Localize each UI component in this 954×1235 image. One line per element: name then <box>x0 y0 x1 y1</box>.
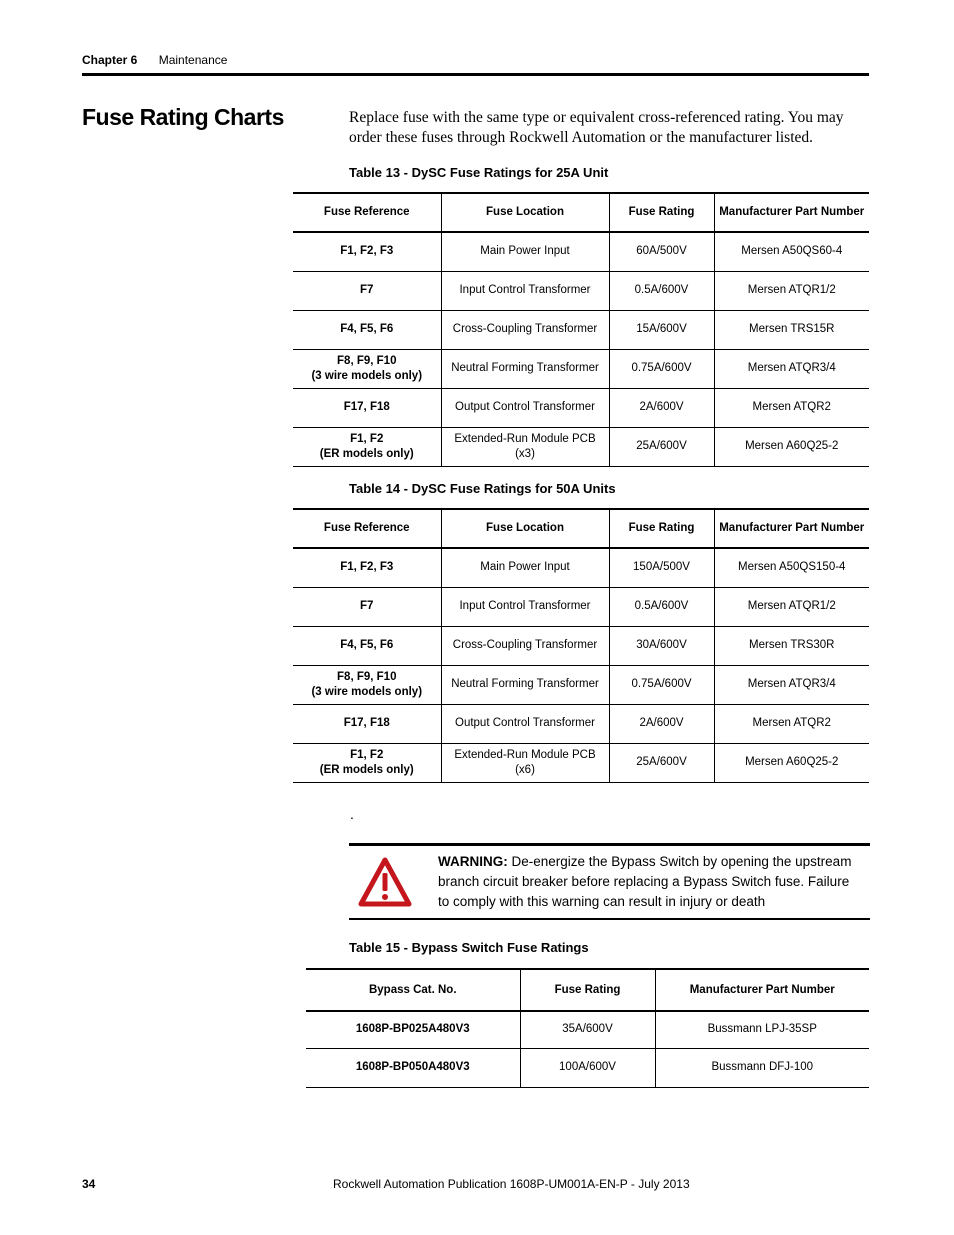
part-number-cell: Mersen A50QS150-4 <box>714 548 869 587</box>
fuse-rating-cell: 150A/500V <box>609 548 714 587</box>
table13-header-row <box>293 193 869 232</box>
fuse-reference-cell: F1, F2 (ER models only) <box>293 743 441 782</box>
table15-caption: Table 15 - Bypass Switch Fuse Ratings <box>349 940 589 955</box>
table-row <box>293 349 869 388</box>
intro-paragraph: Replace fuse with the same type or equivalent cross-referenced rating. You may order these fuses through Rockwell Automation or the manufacturer listed. <box>349 109 844 146</box>
table13-header-fuse-rating: Fuse Rating <box>609 193 714 232</box>
fuse-rating-cell: 0.75A/600V <box>609 349 714 388</box>
part-number-cell: Mersen ATQR3/4 <box>714 349 869 388</box>
fuse-rating-cell: 100A/600V <box>520 1048 655 1087</box>
fuse-reference-cell: F7 <box>293 271 441 310</box>
fuse-rating-cell: 30A/600V <box>609 626 714 665</box>
fuse-rating-cell: 2A/600V <box>609 704 714 743</box>
table14-caption: Table 14 - DySC Fuse Ratings for 50A Units <box>349 481 616 496</box>
table15-header-row <box>306 969 869 1011</box>
table-row <box>293 626 869 665</box>
fuse-reference-cell: F7 <box>293 587 441 626</box>
table14-header-fuse-rating: Fuse Rating <box>609 509 714 548</box>
fuse-location-cell: Output Control Transformer <box>441 388 609 427</box>
part-number-cell: Bussmann LPJ-35SP <box>655 1011 869 1048</box>
fuse-rating-cell: 35A/600V <box>520 1011 655 1048</box>
running-header <box>82 53 227 67</box>
part-number-cell: Mersen ATQR2 <box>714 704 869 743</box>
table14-header-fuse-reference: Fuse Reference <box>293 509 441 548</box>
header-rule <box>82 73 869 76</box>
warning-triangle-icon <box>357 856 413 908</box>
table-row <box>306 1048 869 1087</box>
fuse-reference-cell: F17, F18 <box>293 388 441 427</box>
fuse-reference-cell: F1, F2 (ER models only) <box>293 427 441 466</box>
table15-header-part-number: Manufacturer Part Number <box>655 969 869 1011</box>
fuse-location-cell: Cross-Coupling Transformer <box>441 626 609 665</box>
fuse-location-cell: Input Control Transformer <box>441 271 609 310</box>
fuse-location-cell: Neutral Forming Transformer <box>441 349 609 388</box>
fuse-location-cell: Extended-Run Module PCB (x3) <box>441 427 609 466</box>
cat-no-cell: 1608P-BP025A480V3 <box>306 1011 520 1048</box>
fuse-reference-cell: F4, F5, F6 <box>293 310 441 349</box>
table14-header-fuse-location: Fuse Location <box>441 509 609 548</box>
table-row <box>293 427 869 466</box>
fuse-location-cell: Cross-Coupling Transformer <box>441 310 609 349</box>
table15-header-fuse-rating: Fuse Rating <box>520 969 655 1011</box>
fuse-rating-cell: 25A/600V <box>609 427 714 466</box>
page-number: 34 <box>82 1177 96 1191</box>
fuse-location-cell: Main Power Input <box>441 232 609 271</box>
part-number-cell: Mersen ATQR2 <box>714 388 869 427</box>
fuse-location-cell: Neutral Forming Transformer <box>441 665 609 704</box>
fuse-reference-cell: F8, F9, F10 (3 wire models only) <box>293 665 441 704</box>
warning-label: WARNING: <box>438 854 508 869</box>
table-row <box>293 271 869 310</box>
publication-footer: Rockwell Automation Publication 1608P-UM001A-EN-P - July 2013 <box>333 1177 690 1191</box>
cat-no-cell: 1608P-BP050A480V3 <box>306 1048 520 1087</box>
fuse-rating-cell: 60A/500V <box>609 232 714 271</box>
table-row <box>293 310 869 349</box>
warning-text <box>438 852 863 912</box>
table13-caption: Table 13 - DySC Fuse Ratings for 25A Unit <box>349 165 609 180</box>
table14 <box>293 508 869 783</box>
table15 <box>306 968 869 1088</box>
table-row <box>293 665 869 704</box>
part-number-cell: Mersen A60Q25-2 <box>714 427 869 466</box>
table13-header-part-number: Manufacturer Part Number <box>714 193 869 232</box>
fuse-rating-cell: 25A/600V <box>609 743 714 782</box>
part-number-cell: Mersen TRS30R <box>714 626 869 665</box>
table14-header-row <box>293 509 869 548</box>
fuse-rating-cell: 0.5A/600V <box>609 587 714 626</box>
table14-header-part-number: Manufacturer Part Number <box>714 509 869 548</box>
section-label: Maintenance <box>158 53 228 67</box>
part-number-cell: Bussmann DFJ-100 <box>655 1048 869 1087</box>
table-row <box>293 388 869 427</box>
warning-box <box>349 843 870 920</box>
stray-period: . <box>350 806 354 822</box>
table-row <box>293 587 869 626</box>
fuse-location-cell: Extended-Run Module PCB (x6) <box>441 743 609 782</box>
table-row <box>293 232 869 271</box>
part-number-cell: Mersen TRS15R <box>714 310 869 349</box>
part-number-cell: Mersen A60Q25-2 <box>714 743 869 782</box>
warning-message: De-energize the Bypass Switch by opening the upstream branch circuit breaker before replacing a Bypass Switch fuse. Failure to comply with this warning can result in injury or death <box>438 854 852 909</box>
part-number-cell: Mersen A50QS60-4 <box>714 232 869 271</box>
table15-header-cat-no: Bypass Cat. No. <box>306 969 520 1011</box>
table13 <box>293 192 869 467</box>
part-number-cell: Mersen ATQR1/2 <box>714 271 869 310</box>
table-row <box>293 743 869 782</box>
fuse-reference-cell: F1, F2, F3 <box>293 232 441 271</box>
table-row <box>306 1011 869 1048</box>
fuse-location-cell: Input Control Transformer <box>441 587 609 626</box>
table-row <box>293 548 869 587</box>
part-number-cell: Mersen ATQR1/2 <box>714 587 869 626</box>
fuse-reference-cell: F1, F2, F3 <box>293 548 441 587</box>
fuse-reference-cell: F8, F9, F10 (3 wire models only) <box>293 349 441 388</box>
fuse-rating-cell: 15A/600V <box>609 310 714 349</box>
chapter-label: Chapter 6 <box>82 53 138 67</box>
fuse-location-cell: Main Power Input <box>441 548 609 587</box>
table13-header-fuse-reference: Fuse Reference <box>293 193 441 232</box>
fuse-rating-cell: 0.5A/600V <box>609 271 714 310</box>
fuse-reference-cell: F4, F5, F6 <box>293 626 441 665</box>
fuse-rating-cell: 2A/600V <box>609 388 714 427</box>
table-row <box>293 704 869 743</box>
fuse-reference-cell: F17, F18 <box>293 704 441 743</box>
fuse-rating-cell: 0.75A/600V <box>609 665 714 704</box>
table13-header-fuse-location: Fuse Location <box>441 193 609 232</box>
part-number-cell: Mersen ATQR3/4 <box>714 665 869 704</box>
page-title: Fuse Rating Charts <box>82 104 284 130</box>
fuse-location-cell: Output Control Transformer <box>441 704 609 743</box>
